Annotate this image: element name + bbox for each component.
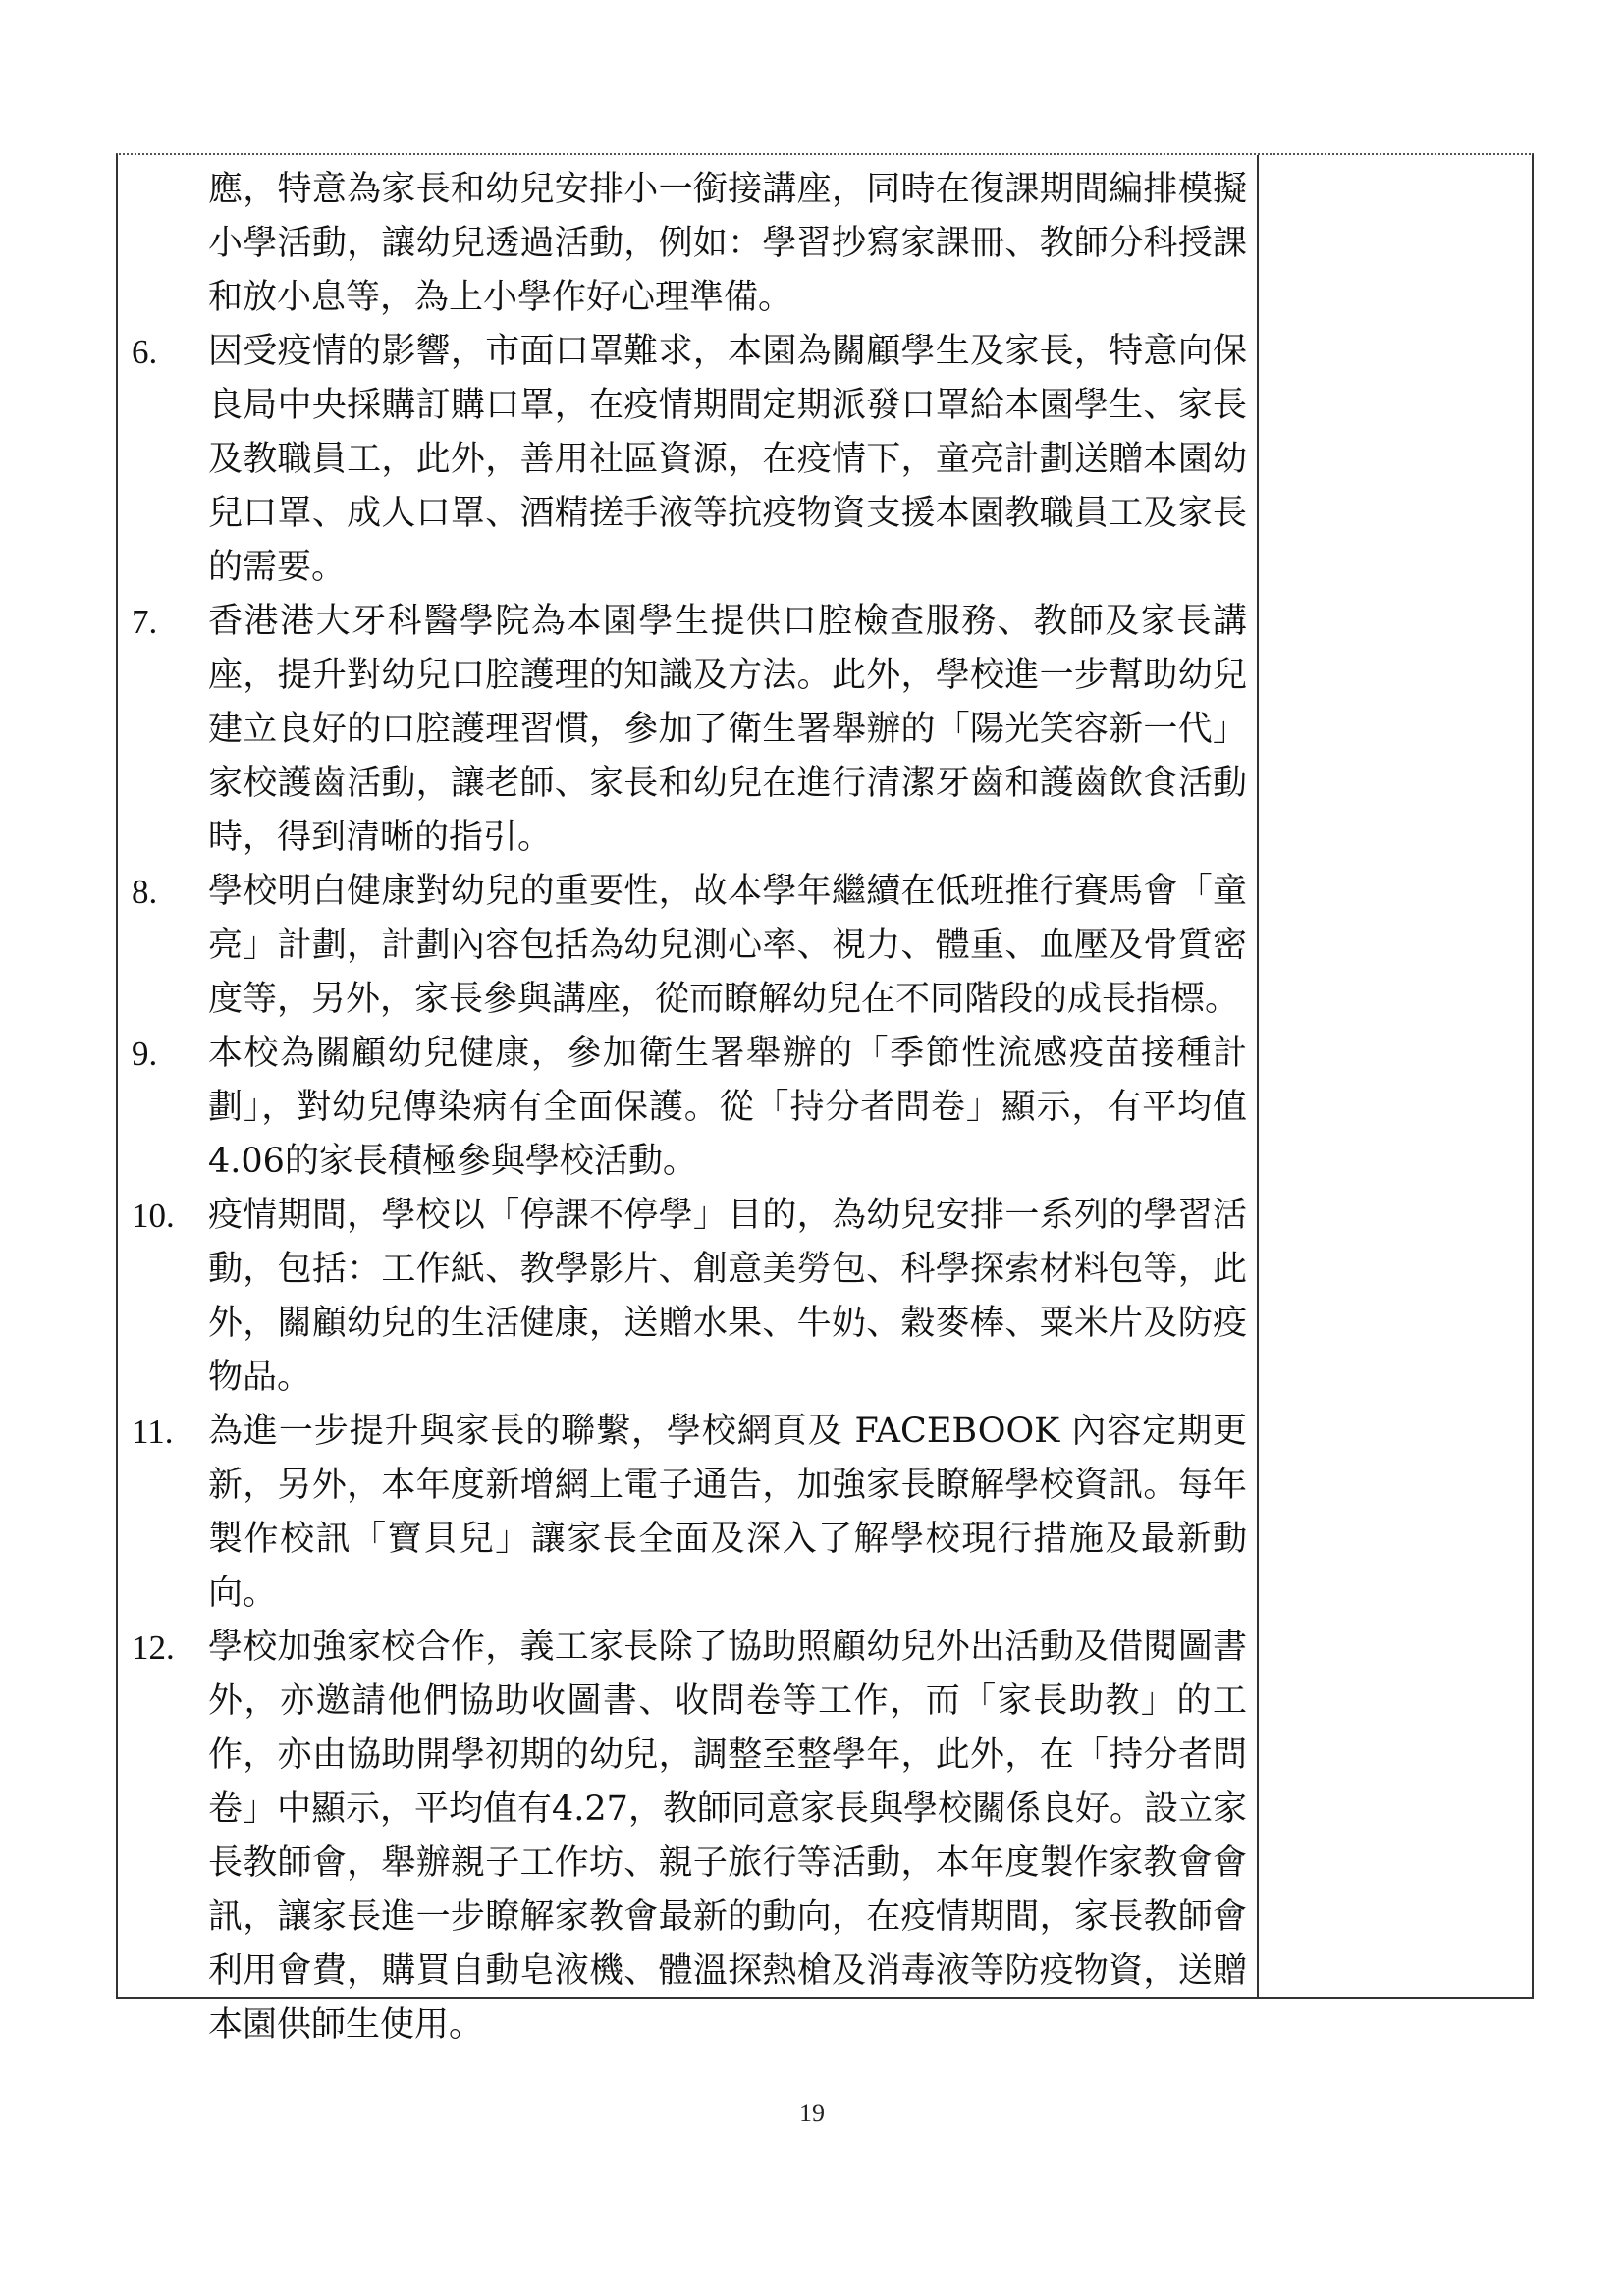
list-item-10 <box>132 1189 1247 1405</box>
list-item-number: 12. <box>132 1629 175 1667</box>
list-item-text: 疫情期間，學校以「停課不停學」目的，為幼兒安排一系列的學習活動，包括：工作紙、教學影片、創意美勞包、科學探索材料包等，此外，關顧幼兒的生活健康，送贈水果、牛奶、穀麥棒、粟米片及防疫物品。 <box>208 1196 1247 1397</box>
list-item-7 <box>132 595 1247 865</box>
list-item-text: 本校為關顧幼兒健康，參加衛生署舉辦的「季節性流感疫苗接種計劃」，對幼兒傳染病有全面保護。從「持分者問卷」顯示，有平均值4.06的家長積極參與學校活動。 <box>208 1034 1247 1181</box>
list-item-text: 香港港大牙科醫學院為本園學生提供口腔檢查服務、教師及家長講座，提升對幼兒口腔護理的知識及方法。此外，學校進一步幫助幼兒建立良好的口腔護理習慣，參加了衛生署舉辦的「陽光笑容新一代」家校護齒活動，讓老師、家長和幼兒在進行清潔牙齒和護齒飲食活動時，得到清晰的指引。 <box>208 602 1247 857</box>
list-item-number: 9. <box>132 1035 158 1073</box>
list-item-9 <box>132 1027 1247 1189</box>
list-item-text: 學校加強家校合作，義工家長除了協助照顧幼兒外出活動及借閱圖書外，亦邀請他們協助收圖書、收問卷等工作，而「家長助教」的工作，亦由協助開學初期的幼兒，調整至整學年，此外，在「持分者問卷」中顯示，平均值有4.27，教師同意家長與學校關係良好。設立家長教師會，舉辦親子工作坊、親子旅行等活動，本年度製作家教會會訊，讓家長進一步瞭解家教會最新的動向，在疫情期間，家長教師會利用會費，購買自動皂液機、體溫探熱槍及消毒液等防疫物資，送贈本園供師生使用。 <box>208 1628 1247 2045</box>
report-table <box>116 153 1534 2045</box>
list-item-text: 因受疫情的影響，市面口罩難求，本園為關顧學生及家長，特意向保良局中央採購訂購口罩，在疫情期間定期派發口罩給本園學生、家長及教職員工，此外，善用社區資源，在疫情下，童亮計劃送贈本園幼兒口罩、成人口罩、酒精搓手液等抗疫物資支援本園教職員工及家長的需要。 <box>208 332 1247 587</box>
table-side-column <box>1259 155 1532 1997</box>
table-main-column <box>118 155 1259 2045</box>
list-item-text: 為進一步提升與家長的聯繫，學校網頁及 FACEBOOK 內容定期更新，另外，本年度新增網上電子通告，加強家長瞭解學校資訊。每年製作校訊「寶貝兒」讓家長全面及深入了解學校現行措施及最新動向。 <box>208 1412 1247 1613</box>
list-item-number: 6. <box>132 333 158 371</box>
continued-paragraph: 應，特意為家長和幼兒安排小一銜接講座，同時在復課期間編排模擬小學活動，讓幼兒透過活動，例如：學習抄寫家課冊、教師分科授課和放小息等，為上小學作好心理準備。 <box>208 170 1247 317</box>
page-number: 19 <box>799 2099 825 2127</box>
list-item-number: 10. <box>132 1197 175 1235</box>
list-item-6 <box>132 325 1247 595</box>
list-item-12 <box>132 1621 1247 2053</box>
list-item-text: 學校明白健康對幼兒的重要性，故本學年繼續在低班推行賽馬會「童亮」計劃，計劃內容包括為幼兒測心率、視力、體重、血壓及骨質密度等，另外，家長參與講座，從而瞭解幼兒在不同階段的成長指標。 <box>208 872 1247 1019</box>
list-item-11 <box>132 1405 1247 1621</box>
list-item-number: 7. <box>132 603 158 641</box>
list-item-number: 11. <box>132 1413 174 1451</box>
list-item-number: 8. <box>132 873 158 911</box>
list-item-8 <box>132 865 1247 1027</box>
